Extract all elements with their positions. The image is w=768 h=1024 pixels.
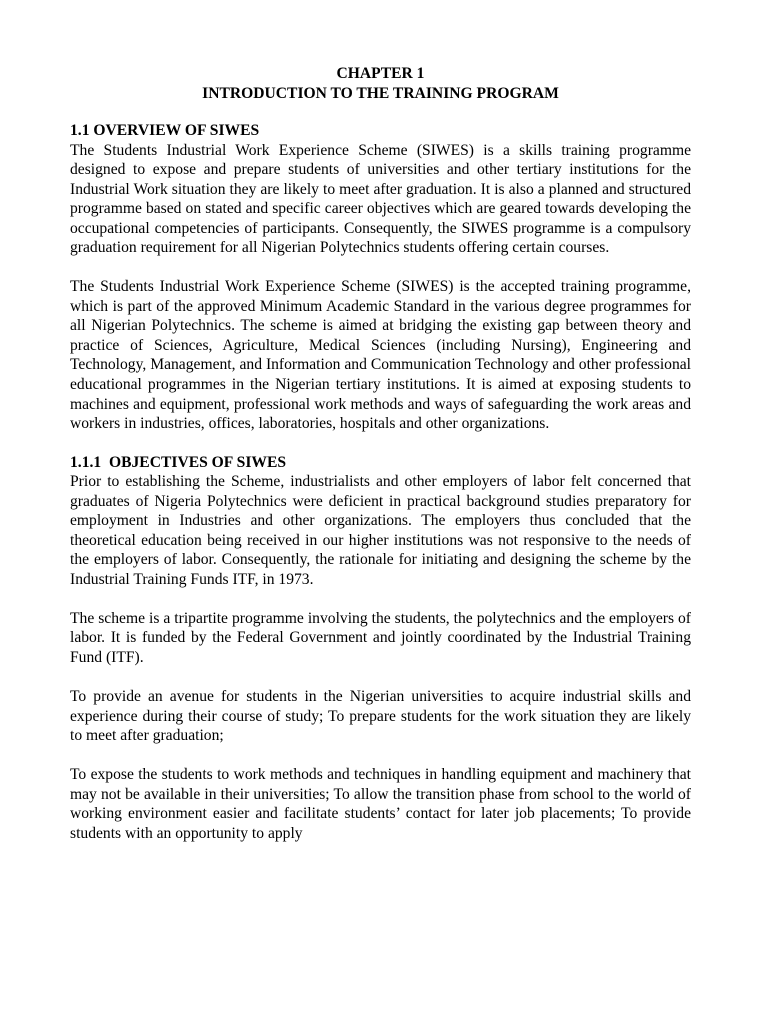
objectives-paragraph-1: Prior to establishing the Scheme, industrialists and other employers of labor felt concerned that graduates of Nigeria Polytechnics were deficient in practical background studies preparatory for employment in Industries and other organizations. The employers thus concluded that the theoretical education being received in our higher institutions was not responsive to the needs of the employers of labor. Consequently, the rationale for initiating and designing the scheme by the Industrial Training Funds ITF, in 1973. (70, 473, 691, 588)
overview-paragraph-2: The Students Industrial Work Experience Scheme (SIWES) is the accepted training programme, which is part of the approved Minimum Academic Standard in the various degree programmes for all Nigerian Polytechnics. The scheme is aimed at bridging the existing gap between theory and practice of Sciences, Agriculture, Medical Sciences (including Nursing), Engineering and Technology, Management, and Information and Communication Technology and other professional educational programmes in the Nigerian tertiary institutions. It is aimed at exposing students to machines and equipment, professional work methods and ways of safeguarding the work areas and workers in industries, offices, laboratories, hospitals and other organizations. (70, 278, 691, 433)
section-heading-objectives: 1.1.1 OBJECTIVES OF SIWES (70, 453, 287, 471)
section-heading-overview: 1.1 OVERVIEW OF SIWES (70, 122, 260, 139)
chapter-title: CHAPTER 1 (336, 65, 425, 82)
objectives-paragraph-2: The scheme is a tripartite programme involving the students, the polytechnics and the employers of labor. It is funded by the Federal Government and jointly coordinated by the Industrial Training Fund (ITF). (70, 609, 691, 667)
document-page (70, 64, 691, 843)
overview-paragraph-1: The Students Industrial Work Experience Scheme (SIWES) is a skills training programme designed to expose and prepare students of universities and other tertiary institutions for the Industrial Work situation they are likely to meet after graduation. It is also a planned and structured programme based on stated and specific career objectives which are geared towards developing the occupational competencies of participants. Consequently, the SIWES programme is a compulsory graduation requirement for all Nigerian Polytechnics students offering certain courses. (70, 141, 691, 257)
chapter-subtitle: INTRODUCTION TO THE TRAINING PROGRAM (202, 85, 559, 102)
objectives-paragraph-3: To provide an avenue for students in the Nigerian universities to acquire industrial skills and experience during their course of study; To prepare students for the work situation they are likely to meet after graduation; (70, 688, 691, 745)
objectives-paragraph-4: To expose the students to work methods and techniques in handling equipment and machinery that may not be available in their universities; To allow the transition phase from school to the world of working environment easier and facilitate students’ contact for later job placements; To provide students with an opportunity to apply (70, 766, 691, 842)
